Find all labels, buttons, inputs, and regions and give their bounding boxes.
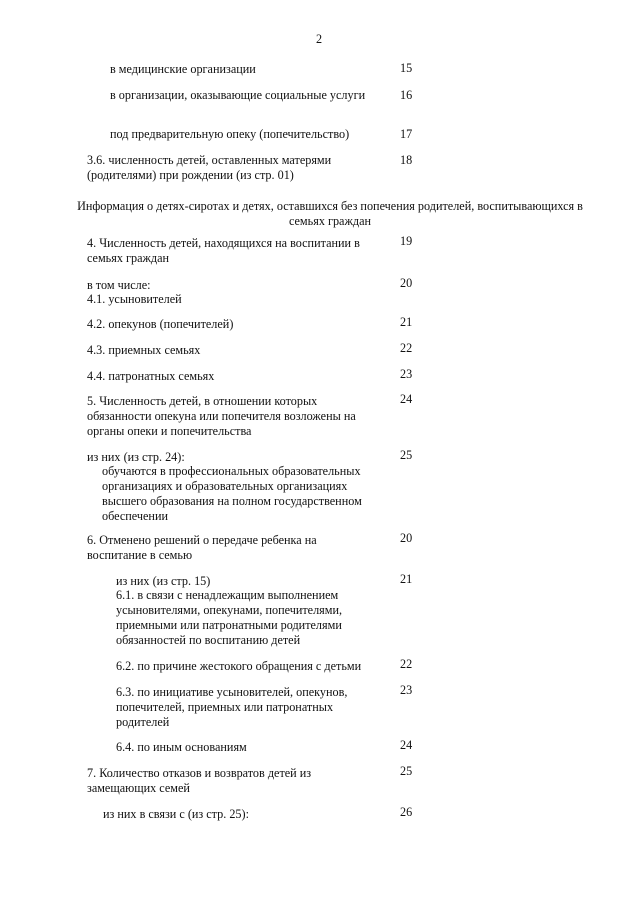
page-number: 2 <box>316 32 323 46</box>
row-code: 15 <box>400 61 413 75</box>
section-heading: Информация о детях-сиротах и детях, оставшихся без попечения родителей, воспитывающихся в семьях граждан <box>77 199 583 228</box>
row-code: 25 <box>400 764 413 778</box>
row-code: 23 <box>400 367 413 381</box>
row-code: 22 <box>400 657 413 671</box>
row-text: 5. Численность детей, в отношении которых обязанности опекуна или попечителя возложены на органы опеки и попечительства <box>87 394 356 438</box>
row-code: 16 <box>400 88 413 102</box>
row-code: 17 <box>400 127 413 141</box>
row-code: 20 <box>400 276 413 290</box>
row-text: 4.1. усыновителей <box>87 292 182 306</box>
row-text: 4. Численность детей, находящихся на воспитании в семьях граждан <box>87 236 360 265</box>
row-text: 4.4. патронатных семьях <box>87 369 215 383</box>
row-code: 26 <box>400 805 413 819</box>
row-text: под предварительную опеку (попечительство) <box>110 127 350 141</box>
row-text: 6.1. в связи с ненадлежащим выполнением усыновителями, опекунами, попечителями, приемными или патронатными родителями обязанностей по воспитанию детей <box>116 588 343 647</box>
row-text: 7. Количество отказов и возвратов детей из замещающих семей <box>87 766 312 795</box>
row-code: 21 <box>400 572 413 586</box>
row-text: из них в связи с (из стр. 25): <box>103 807 249 821</box>
row-code: 25 <box>400 448 413 462</box>
row-code: 24 <box>400 738 413 752</box>
row-text: в организации, оказывающие социальные услуги <box>110 88 366 102</box>
row-code: 23 <box>400 683 413 697</box>
row-text: 6.2. по причине жестокого обращения с детьми <box>116 659 362 673</box>
row-lead: в том числе: <box>87 278 151 292</box>
row-code: 20 <box>400 531 413 545</box>
row-code: 18 <box>400 153 413 167</box>
row-code: 22 <box>400 341 413 355</box>
row-text: 6. Отменено решений о передаче ребенка на воспитание в семью <box>87 533 317 562</box>
row-code: 24 <box>400 392 413 406</box>
row-lead: из них (из стр. 24): <box>87 450 185 464</box>
row-lead: из них (из стр. 15) <box>116 574 211 588</box>
row-text: 4.2. опекунов (попечителей) <box>87 317 234 331</box>
row-text: в медицинские организации <box>110 62 256 76</box>
row-code: 19 <box>400 234 413 248</box>
row-text: обучаются в профессиональных образовательных организациях и образовательных организациях высшего образования на полном государственном обеспечении <box>102 464 362 523</box>
row-text: 6.4. по иным основаниям <box>116 740 247 754</box>
row-text: 3.6. численность детей, оставленных матерями (родителями) при рождении (из стр. 01) <box>87 153 332 182</box>
row-text: 6.3. по инициативе усыновителей, опекунов, попечителей, приемных или патронатных родителей <box>116 685 348 729</box>
row-code: 21 <box>400 315 413 329</box>
row-text: 4.3. приемных семьях <box>87 343 201 357</box>
